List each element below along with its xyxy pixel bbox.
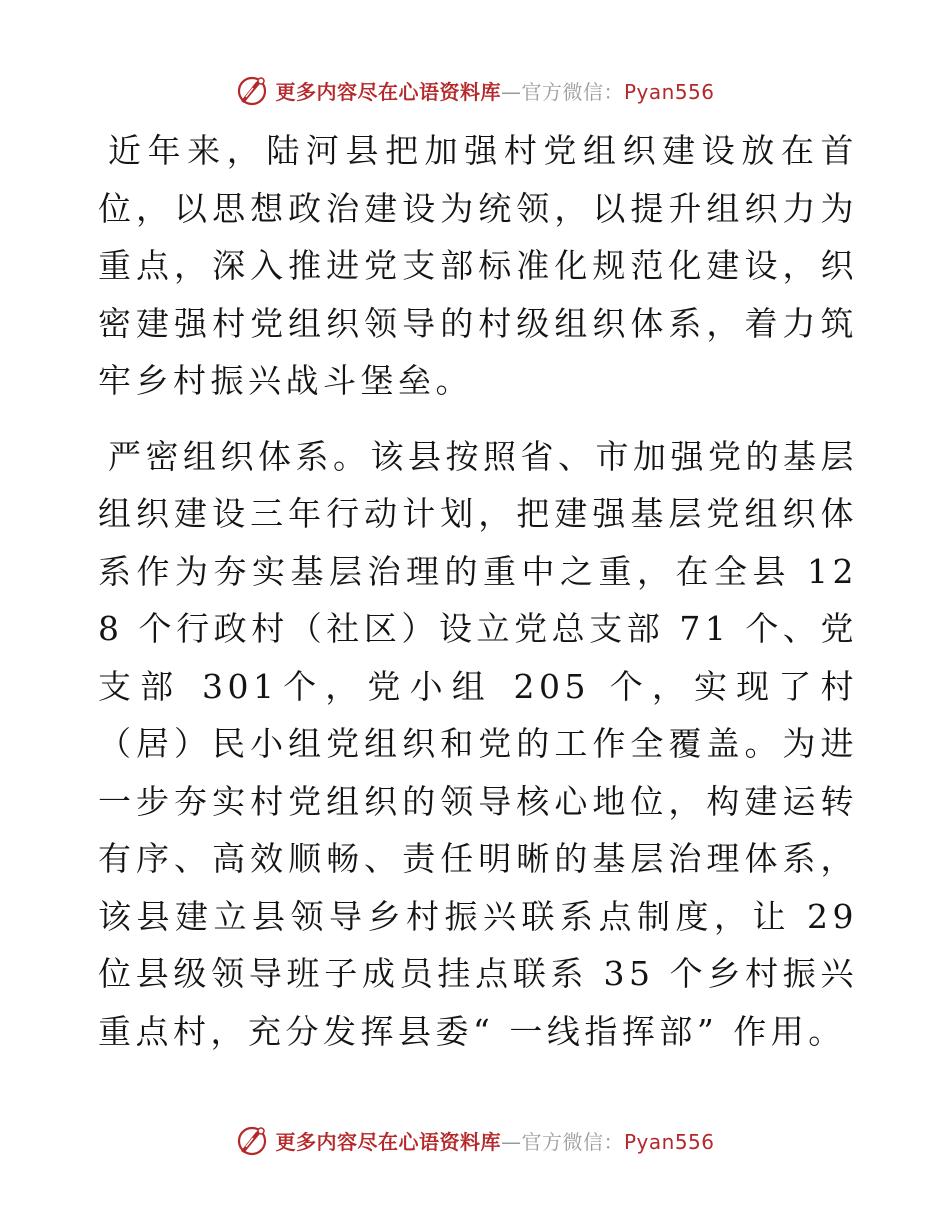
- watermark-text: [275, 76, 714, 105]
- header-watermark: [0, 70, 950, 110]
- quill-logo-icon: [235, 73, 269, 107]
- document-body: [98, 122, 858, 1060]
- watermark-dash: —: [500, 79, 522, 104]
- watermark-wechat-id: Pyan556: [623, 79, 715, 104]
- watermark-wechat-id: Pyan556: [623, 1129, 715, 1154]
- watermark-brand: 更多内容尽在心语资料库: [275, 79, 501, 104]
- watermark-dash: —: [500, 1129, 522, 1154]
- paragraph-intro: 近年来，陆河县把加强村党组织建设放在首位，以思想政治建设为统领，以提升组织力为重点，深入推进党支部标准化规范化建设，织密建强村党组织领导的村级组织体系，着力筑牢乡村振兴战斗堡垒。: [98, 131, 858, 400]
- watermark-text: [275, 1126, 714, 1155]
- watermark-official-label: 官方微信：: [521, 1129, 624, 1154]
- paragraph-organization-system: 严密组织体系。该县按照省、市加强党的基层组织建设三年行动计划，把建强基层党组织体系作为夯实基层治理的重中之重，在全县 128 个行政村（社区）设立党总支部 71 个、党支部 301个，党小组 205 个，实现了村（居）民小组党组织和党的工作全覆盖。为进一步夯实村党组织的领导核心地位，构建运转有序、高效顺畅、责任明晰的基层治理体系，该县建立县领导乡村振兴联系点制度，让 29 位县级领导班子成员挂点联系 35 个乡村振兴重点村，充分发挥县委“ 一线指挥部” 作用。: [98, 436, 858, 1051]
- watermark-brand: 更多内容尽在心语资料库: [275, 1129, 501, 1154]
- quill-logo-icon: [235, 1123, 269, 1157]
- watermark-official-label: 官方微信：: [521, 79, 624, 104]
- footer-watermark: [0, 1120, 950, 1160]
